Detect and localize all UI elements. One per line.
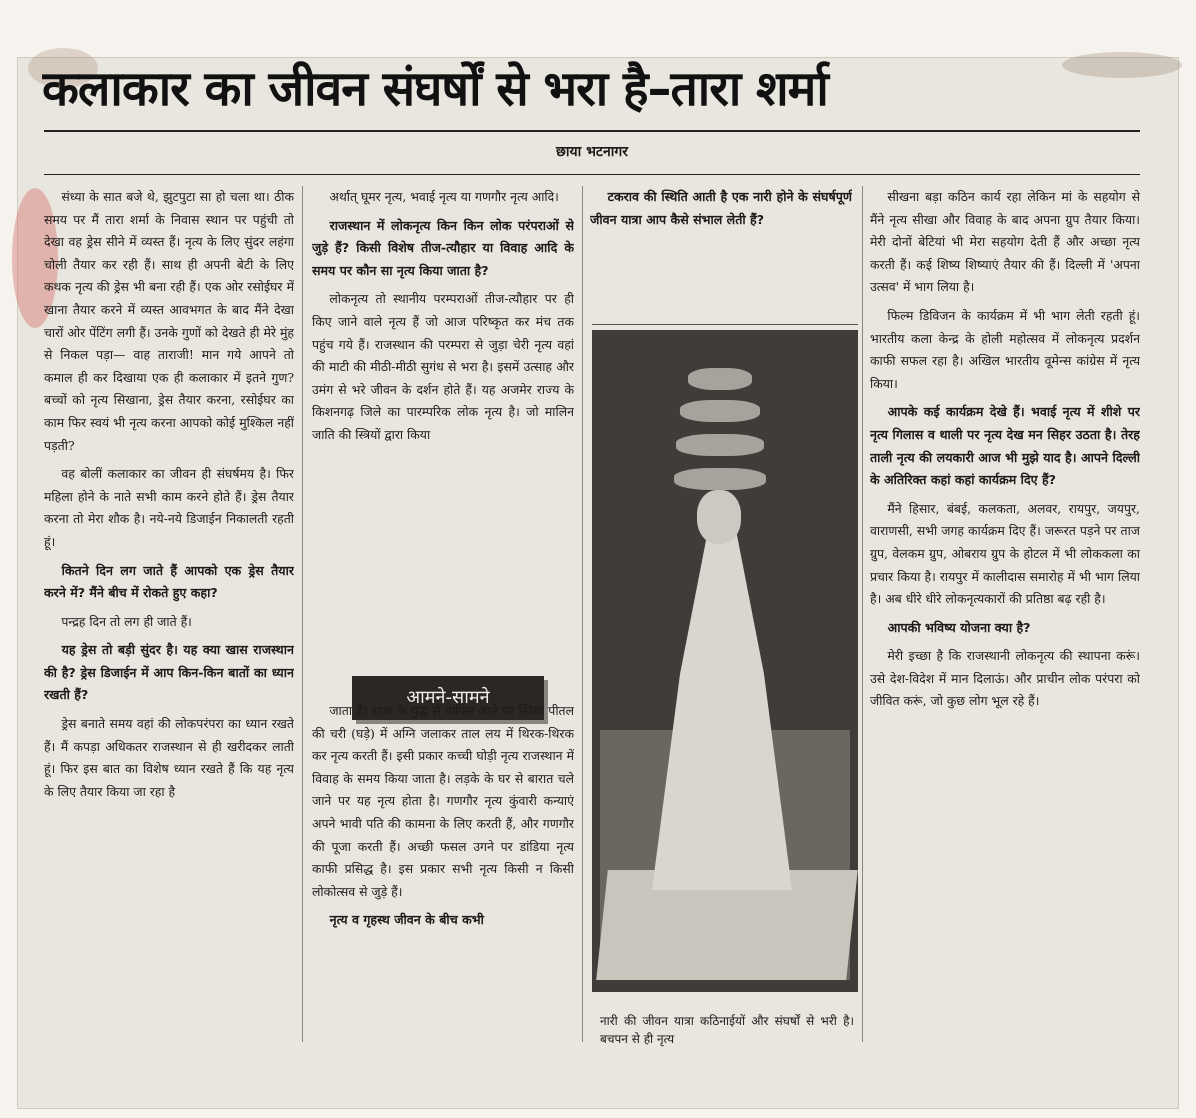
pot-stack — [680, 400, 760, 422]
column-divider — [862, 186, 863, 1042]
interview-question: यह ड्रेस तो बड़ी सुंदर है। यह क्या खास राजस्थान की है? ड्रेस डिजाईन में आप किन-किन बातों का ध्यान रखती हैं? — [44, 642, 294, 703]
column-3 — [590, 186, 852, 262]
column-divider — [302, 186, 303, 1042]
photo-rule — [592, 324, 858, 325]
byline-rule — [44, 174, 1140, 175]
pot-stack — [676, 434, 764, 456]
headline: कलाकार का जीवन संघर्षों से भरा है–तारा शर्मा — [42, 61, 828, 117]
article-paragraph: पन्द्रह दिन तो लग ही जाते हैं। — [61, 613, 192, 629]
column-2-continued — [312, 700, 574, 1046]
pot-stack — [688, 368, 752, 390]
pot-stack — [674, 468, 766, 490]
column-2 — [312, 186, 574, 618]
dancer-photo — [592, 330, 858, 992]
column-divider — [582, 186, 583, 1042]
dancer-head — [697, 490, 741, 544]
interview-question: नृत्य व गृहस्थ जीवन के बीच कभी — [329, 912, 484, 928]
column-4 — [870, 186, 1140, 1046]
article-paragraph: लोकनृत्य तो स्थानीय परम्पराओं तीज-त्यौहार पर ही किए जाने वाले नृत्य हैं जो आज परिष्कृत कर मंच तक पहुंच गये हैं। राजस्थान की परम्परा से जुड़ा चेरी नृत्य वहां की माटी की मीठी-मीठी सुगंध से भरा है। इसमें उत्साह और उमंग से भरे जीवन के दर्शन होते हैं। यह अजमेर राज्य के किशनगढ़ जिले का पारम्परिक लोक नृत्य है। जो मालिन जाति की स्त्रियों द्वारा किया — [312, 291, 574, 442]
interview-question: राजस्थान में लोकनृत्य किन किन लोक परंपराओं से जुड़े हैं? किसी विशेष तीज-त्यौहार या विवाह आदि के समय पर कौन सा नृत्य किया जाता है? — [312, 217, 574, 278]
article-paragraph: ड्रेस बनाते समय वहां की लोकपरंपरा का ध्यान रखते हैं। मैं कपड़ा अधिकतर राजस्थान से ही खरीदकर लाती हूं। फिर इस बात का विशेष ध्यान रखते हैं कि यह नृत्य के लिए तैयार किया जा रहा है — [44, 716, 294, 799]
column-1 — [44, 186, 294, 1046]
headline-rule — [44, 130, 1140, 132]
interview-question: आपकी भविष्य योजना क्या है? — [887, 619, 1031, 635]
article-paragraph: जाता है। राजा के युद्ध से वापिस आने पर स्त्रियां पीतल की चरी (घड़े) में अग्नि जलाकर ताल लय में थिरक-थिरक कर नृत्य करती हैं। इसी प्रकार कच्ची घोड़ी नृत्य राजस्थान में विवाह के समय किया जाता है। लड़के के घर से बारात चले जाने पर यह नृत्य होता है। गणगौर नृत्य कुंवारी कन्याएं अपने भावी पति की कामना के लिए करती हैं, और गणगौर की पूजा करती हैं। अच्छी फसल उगने पर डांडिया नृत्य काफी प्रसिद्ध है। इस प्रकार सभी नृत्य किसी न किसी लोकोत्सव से जुड़े हैं। — [312, 703, 574, 899]
interview-question: टकराव की स्थिति आती है एक नारी होने के संघर्षपूर्ण जीवन यात्रा आप कैसे संभाल लेती हैं? — [590, 189, 852, 227]
byline: छाया भटनागर — [556, 144, 628, 160]
article-paragraph: अर्थात् घूमर नृत्य, भवाई नृत्य या गणगौर नृत्य आदि। — [329, 189, 559, 204]
interview-question: कितने दिन लग जाते हैं आपको एक ड्रेस तैयार करने में? मैंने बीच में रोकते हुए कहा? — [44, 562, 294, 601]
article-paragraph: सीखना बड़ा कठिन कार्य रहा लेकिन मां के सहयोग से मैंने नृत्य सीखा और विवाह के बाद अपना ग्रुप तैयार किया। मेरी दोनों बेटियां भी मेरा सहयोग देती हैं और अच्छा नृत्य करती हैं। कई शिष्य शिष्याएं तैयार की हैं। दिल्ली में 'अपना उत्सव' में भाग लिया है। — [870, 189, 1140, 295]
article-paragraph: संध्या के सात बजे थे, झुटपुटा सा हो चला था। ठीक समय पर मैं तारा शर्मा के निवास स्थान पर पहुंची तो देखा वह ड्रेस सीने में व्यस्त हैं। नृत्य के लिए सुंदर लहंगा चोली तैयार कर रही हैं। साथ ही अपनी बेटी के लिए कथक नृत्य की ड्रेस भी बना रही हैं। एक ओर रसोईघर में खाना तैयार करने में व्यस्त आवभगत के बाद मैंने देखा चारों ओर पेंटिंग लगी हैं। उनके गुणों को देखते ही मेरे मुंह से निकल पड़ा— वाह ताराजी! मान गये आपने तो कमाल ही कर दिखाया एक ही कलाकार में इतने गुण? बच्चों को नृत्य सिखाना, ड्रेस तैयार करना, रसोईघर का काम फिर स्वयं भी नृत्य करना आपको कोई मुश्किल नहीं पड़ती? — [44, 189, 294, 453]
article-paragraph: मेरी इच्छा है कि राजस्थानी लोकनृत्य की स्थापना करूं। उसे देश-विदेश में मान दिलाऊं। और प्राचीन लोक परंपरा को जीवित करूं, जो कुछ लोग भूल रहे हैं। — [870, 648, 1140, 709]
interview-question: आपके कई कार्यक्रम देखे हैं। भवाई नृत्य में शीशे पर नृत्य गिलास व थाली पर नृत्य देख मन सिहर उठता है। तेरह ताली नृत्य की लयकारी आज भी मुझे याद है। आपने दिल्ली के अतिरिक्त कहां कहां कार्यक्रम दिए हैं? — [870, 404, 1140, 488]
section-box-heading: आमने-सामने — [352, 676, 544, 720]
photo-caption: नारी की जीवन यात्रा कठिनाईयों और संघर्षों से भरी है। बचपन से ही नृत्य — [600, 1014, 854, 1046]
article-paragraph: फिल्म डिविजन के कार्यक्रम में भी भाग लेती रहती हूं। भारतीय कला केन्द्र के होली महोत्सव में लोकनृत्य प्रदर्शन काफी सफल रहा है। अखिल भारतीय वूमेन्स कांग्रेस में नृत्य किया। — [870, 307, 1140, 391]
article-paragraph: मैंने हिसार, बंबई, कलकता, अलवर, रायपुर, जयपुर, वाराणसी, सभी जगह कार्यक्रम दिए हैं। जरूरत पड़ने पर ताज ग्रुप, वेलकम ग्रुप, ओबराय ग्रुप के होटल में भी लोककला का प्रचार किया है। रायपुर में कालीदास समारोह में भी भाग लिया है। अब धीरे धीरे लोकनृत्यकारों की प्रतिष्ठा बढ़ रही है। — [870, 500, 1140, 607]
article-paragraph: वह बोलीं कलाकार का जीवन ही संघर्षमय है। फिर महिला होने के नाते सभी काम करने होते हैं। ड्रेस तैयार करना तो मेरा शौक है। नये-नये डिजाईन निकालती रहती हूं। — [44, 466, 294, 549]
